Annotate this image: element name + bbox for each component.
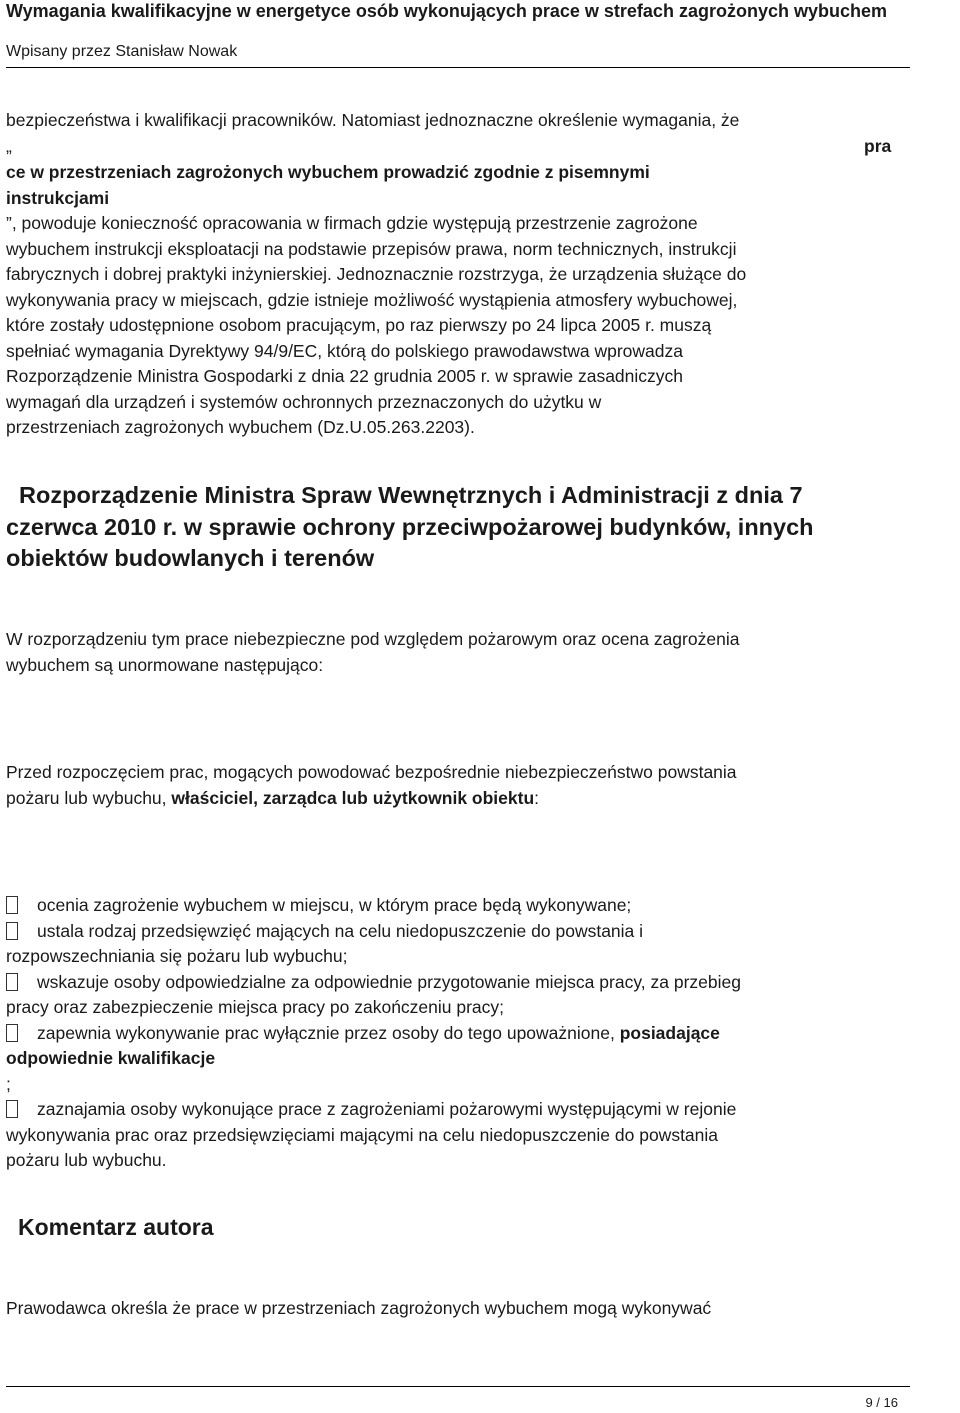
text-line: spełniać wymagania Dyrektywy 94/9/EC, którą do polskiego prawodawstwa wprowadza (6, 340, 683, 361)
bullet-glyph-icon (6, 922, 18, 940)
paragraph-regulation (6, 627, 906, 678)
list-item-continuation: odpowiednie kwalifikacje (6, 1048, 216, 1068)
list-item: wskazuje osoby odpowiedzialne za odpowiednie przygotowanie miejsca pracy, za przebieg (6, 970, 906, 996)
opening-quote: „ (6, 136, 12, 156)
heading-line: czerwca 2010 r. w sprawie ochrony przeciwpożarowej budynków, innych (6, 513, 814, 540)
bold-fragment: właściciel, zarządca lub użytkownik obiektu (171, 787, 535, 808)
bullet-glyph-icon (6, 1024, 18, 1042)
intro-paragraph (6, 160, 906, 441)
footer-divider (6, 1386, 910, 1387)
text-line: fabrycznych i dobrej praktyki inżynierskiej. Jednoznacznie rozstrzyga, że urządzenia służące do (6, 264, 747, 284)
bold-text-line: ce w przestrzeniach zagrożonych wybuchem prowadzić zgodnie z pisemnymi (6, 162, 650, 182)
text-line: ”, powoduje konieczność opracowania w firmach gdzie występują przestrzenie zagrożone (6, 213, 698, 233)
text-line: przestrzeniach zagrożonych wybuchem (Dz.U.05.263.2203). (6, 417, 475, 437)
text-line: które zostały udostępnione osobom pracującym, po raz pierwszy po 24 lipca 2005 r. muszą (6, 315, 712, 335)
bold-fragment: posiadające (619, 1022, 720, 1043)
text-fragment: : (534, 787, 540, 808)
text-fragment: pożaru lub wybuchu, (6, 787, 172, 808)
intro-paragraph-start (6, 108, 906, 134)
bullet-glyph-icon (6, 896, 18, 914)
list-item-continuation: pracy oraz zabezpieczenie miejsca pracy po zakończeniu pracy; (6, 997, 505, 1017)
text-line: wybuchem instrukcji eksploatacji na podstawie przepisów prawa, norm technicznych, instrukcji (6, 238, 737, 259)
bold-text-line: instrukcjami (6, 187, 110, 208)
paragraph-author-comment (6, 1296, 906, 1322)
bullet-glyph-icon (6, 973, 18, 991)
list-item-continuation: wykonywania prac oraz przedsięwzięciami mającymi na celu niedopuszczenie do powstania (6, 1124, 719, 1145)
text-line: Przed rozpoczęciem prac, mogących powodować bezpośrednie niebezpieczeństwo powstania (6, 762, 737, 782)
text-line: wybuchem są unormowane następująco: (6, 654, 324, 675)
text-line: wykonywania pracy w miejscach, gdzie istnieje możliwość wystąpienia atmosfery wybuchowej, (6, 289, 738, 310)
text-line: bezpieczeństwa i kwalifikacji pracowników. Natomiast jednoznaczne określenie wymagania, że (6, 110, 740, 130)
document-title: Wymagania kwalifikacyjne w energetyce osób wykonujących prace w strefach zagrożonych wybuchem (6, 1, 887, 21)
heading-line: obiektów budowlanych i terenów (6, 545, 375, 571)
paragraph-owner-duties (6, 760, 906, 811)
list-item: ustala rodzaj przedsięwzięć mających na celu niedopuszczenie do powstania i (6, 919, 906, 945)
section-heading-author-comment: Komentarz autora (18, 1214, 214, 1240)
text-line: Prawodawca określa że prace w przestrzeniach zagrożonych wybuchem mogą wykonywać (6, 1298, 712, 1318)
page-number: 9 / 16 (865, 1395, 898, 1410)
list-item-continuation: ; (6, 1073, 11, 1094)
duties-list (6, 893, 906, 1174)
list-item-continuation: pożaru lub wybuchu. (6, 1150, 167, 1170)
list-item: zapewnia wykonywanie prac wyłącznie przez osoby do tego upoważnione, posiadające (6, 1021, 906, 1047)
page-header (0, 0, 960, 70)
text-line: Rozporządzenie Ministra Gospodarki z dnia 22 grudnia 2005 r. w sprawie zasadniczych (6, 366, 684, 386)
heading-line: Rozporządzenie Ministra Spraw Wewnętrznych i Administracji z dnia 7 (6, 482, 803, 508)
text-line: W rozporządzeniu tym prace niebezpieczne pod względem pożarowym oraz ocena zagrożenia (6, 629, 740, 649)
section-heading-regulation (6, 480, 906, 575)
list-item: zaznajamia osoby wykonujące prace z zagrożeniami pożarowymi występującymi w rejonie (6, 1097, 906, 1123)
bullet-glyph-icon (6, 1100, 18, 1118)
header-divider (6, 67, 910, 68)
list-item-continuation: rozpowszechniania się pożaru lub wybuchu; (6, 946, 348, 966)
list-item: ocenia zagrożenie wybuchem w miejscu, w którym prace będą wykonywane; (6, 893, 906, 919)
fragment-pra: pra (864, 136, 892, 156)
text-line: wymagań dla urządzeń i systemów ochronnych przeznaczonych do użytku w (6, 391, 602, 412)
author-line: Wpisany przez Stanisław Nowak (6, 43, 238, 60)
